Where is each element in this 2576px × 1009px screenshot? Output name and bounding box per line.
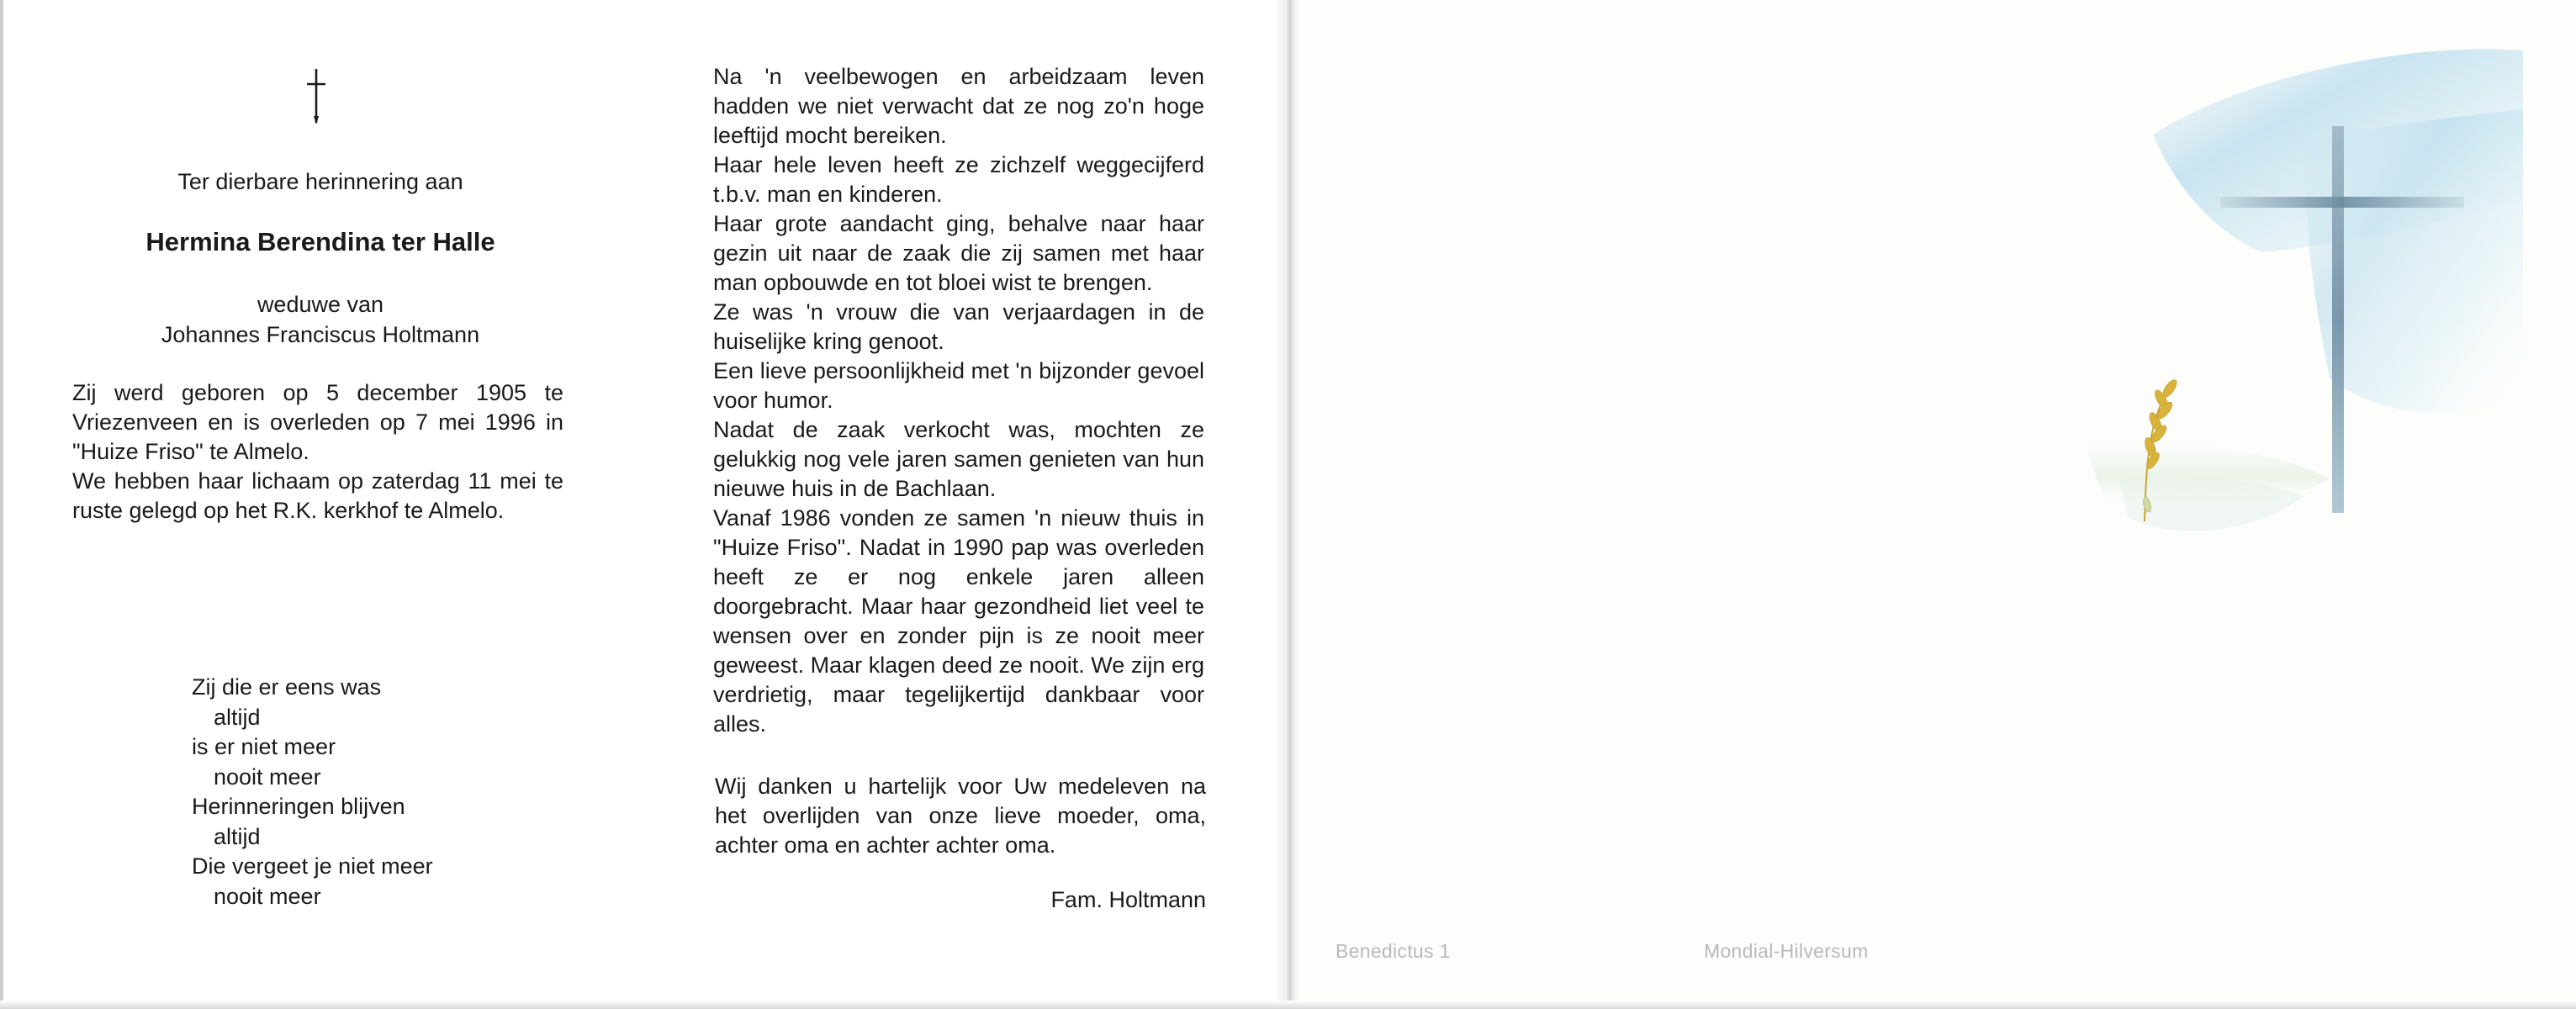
poem-line: Herinneringen blijven <box>192 794 405 819</box>
story-paragraph: Haar hele leven heeft ze zichzelf weggecijferd t.b.v. man en kinderen. <box>713 152 1204 207</box>
thanks-text: Wij danken u hartelijk voor Uw medeleven na het overlijden van onze lieve moeder, oma, achter oma en achter achter oma. <box>715 774 1206 858</box>
cross-icon <box>299 67 333 126</box>
story-paragraph: Haar grote aandacht ging, behalve naar haar gezin uit naar de zaak die zij samen met haar man opbouwde en tot bloei wist te brengen. <box>713 211 1204 295</box>
poem-line: altijd <box>214 704 261 730</box>
story-paragraph: Vanaf 1986 vonden ze samen 'n nieuw thuis in "Huize Friso". Nadat in 1990 pap was overleden heeft ze er nog enkele jaren alleen doorgebracht. Maar haar gezondheid liet veel te wensen over en zonder pijn is ze nooit meer geweest. Maar klagen deed ze nooit. We zijn erg verdrietig, maar tegelijkertijd dankbaar voor alles. <box>713 505 1204 737</box>
story-paragraph: Ze was 'n vrouw die van verjaardagen in de huiselijke kring genoot. <box>713 299 1204 354</box>
life-story <box>713 62 1204 739</box>
biography <box>72 378 563 526</box>
poem-line: nooit meer <box>214 763 321 790</box>
bio-paragraph: Zij werd geboren op 5 december 1905 te Vriezenveen en is overleden op 7 mei 1996 in "Huize Friso" te Almelo. <box>72 380 563 464</box>
poem-line: Die vergeet je niet meer <box>192 853 433 879</box>
family-signature: Fam. Holtmann <box>1050 887 1206 912</box>
spouse-block <box>72 289 569 350</box>
poem-line: nooit meer <box>214 883 321 909</box>
publisher-credit: Mondial-Hilversum <box>1704 940 1869 962</box>
card-bottom-edge <box>0 1001 2576 1009</box>
poem-line: is er niet meer <box>192 734 336 759</box>
spouse-name: Johannes Franciscus Holtmann <box>161 322 480 347</box>
story-paragraph: Na 'n veelbewogen en arbeidzaam leven hadden we niet verwacht dat ze nog zo'n hoge leeftijd mocht bereiken. <box>713 64 1204 148</box>
cross-with-wheat-icon <box>2052 42 2523 597</box>
poem-line: Zij die er eens was <box>192 674 382 700</box>
dedication-text: Ter dierbare herinnering aan <box>177 169 463 194</box>
design-credit: Benedictus 1 <box>1336 940 1451 962</box>
widow-of-label: weduwe van <box>257 292 384 317</box>
bio-paragraph: We hebben haar lichaam op zaterdag 11 mei te ruste gelegd op het R.K. kerkhof te Almelo. <box>72 468 563 523</box>
poem <box>192 673 528 911</box>
poem-line: altijd <box>214 823 261 849</box>
story-paragraph: Een lieve persoonlijkheid met 'n bijzonder gevoel voor humor. <box>713 358 1204 413</box>
story-paragraph: Nadat de zaak verkocht was, mochten ze gelukkig nog vele jaren samen genieten van hun nieuwe huis in de Bachlaan. <box>713 417 1204 501</box>
deceased-name: Hermina Berendina ter Halle <box>145 227 495 256</box>
card-fold <box>1275 0 1300 1009</box>
